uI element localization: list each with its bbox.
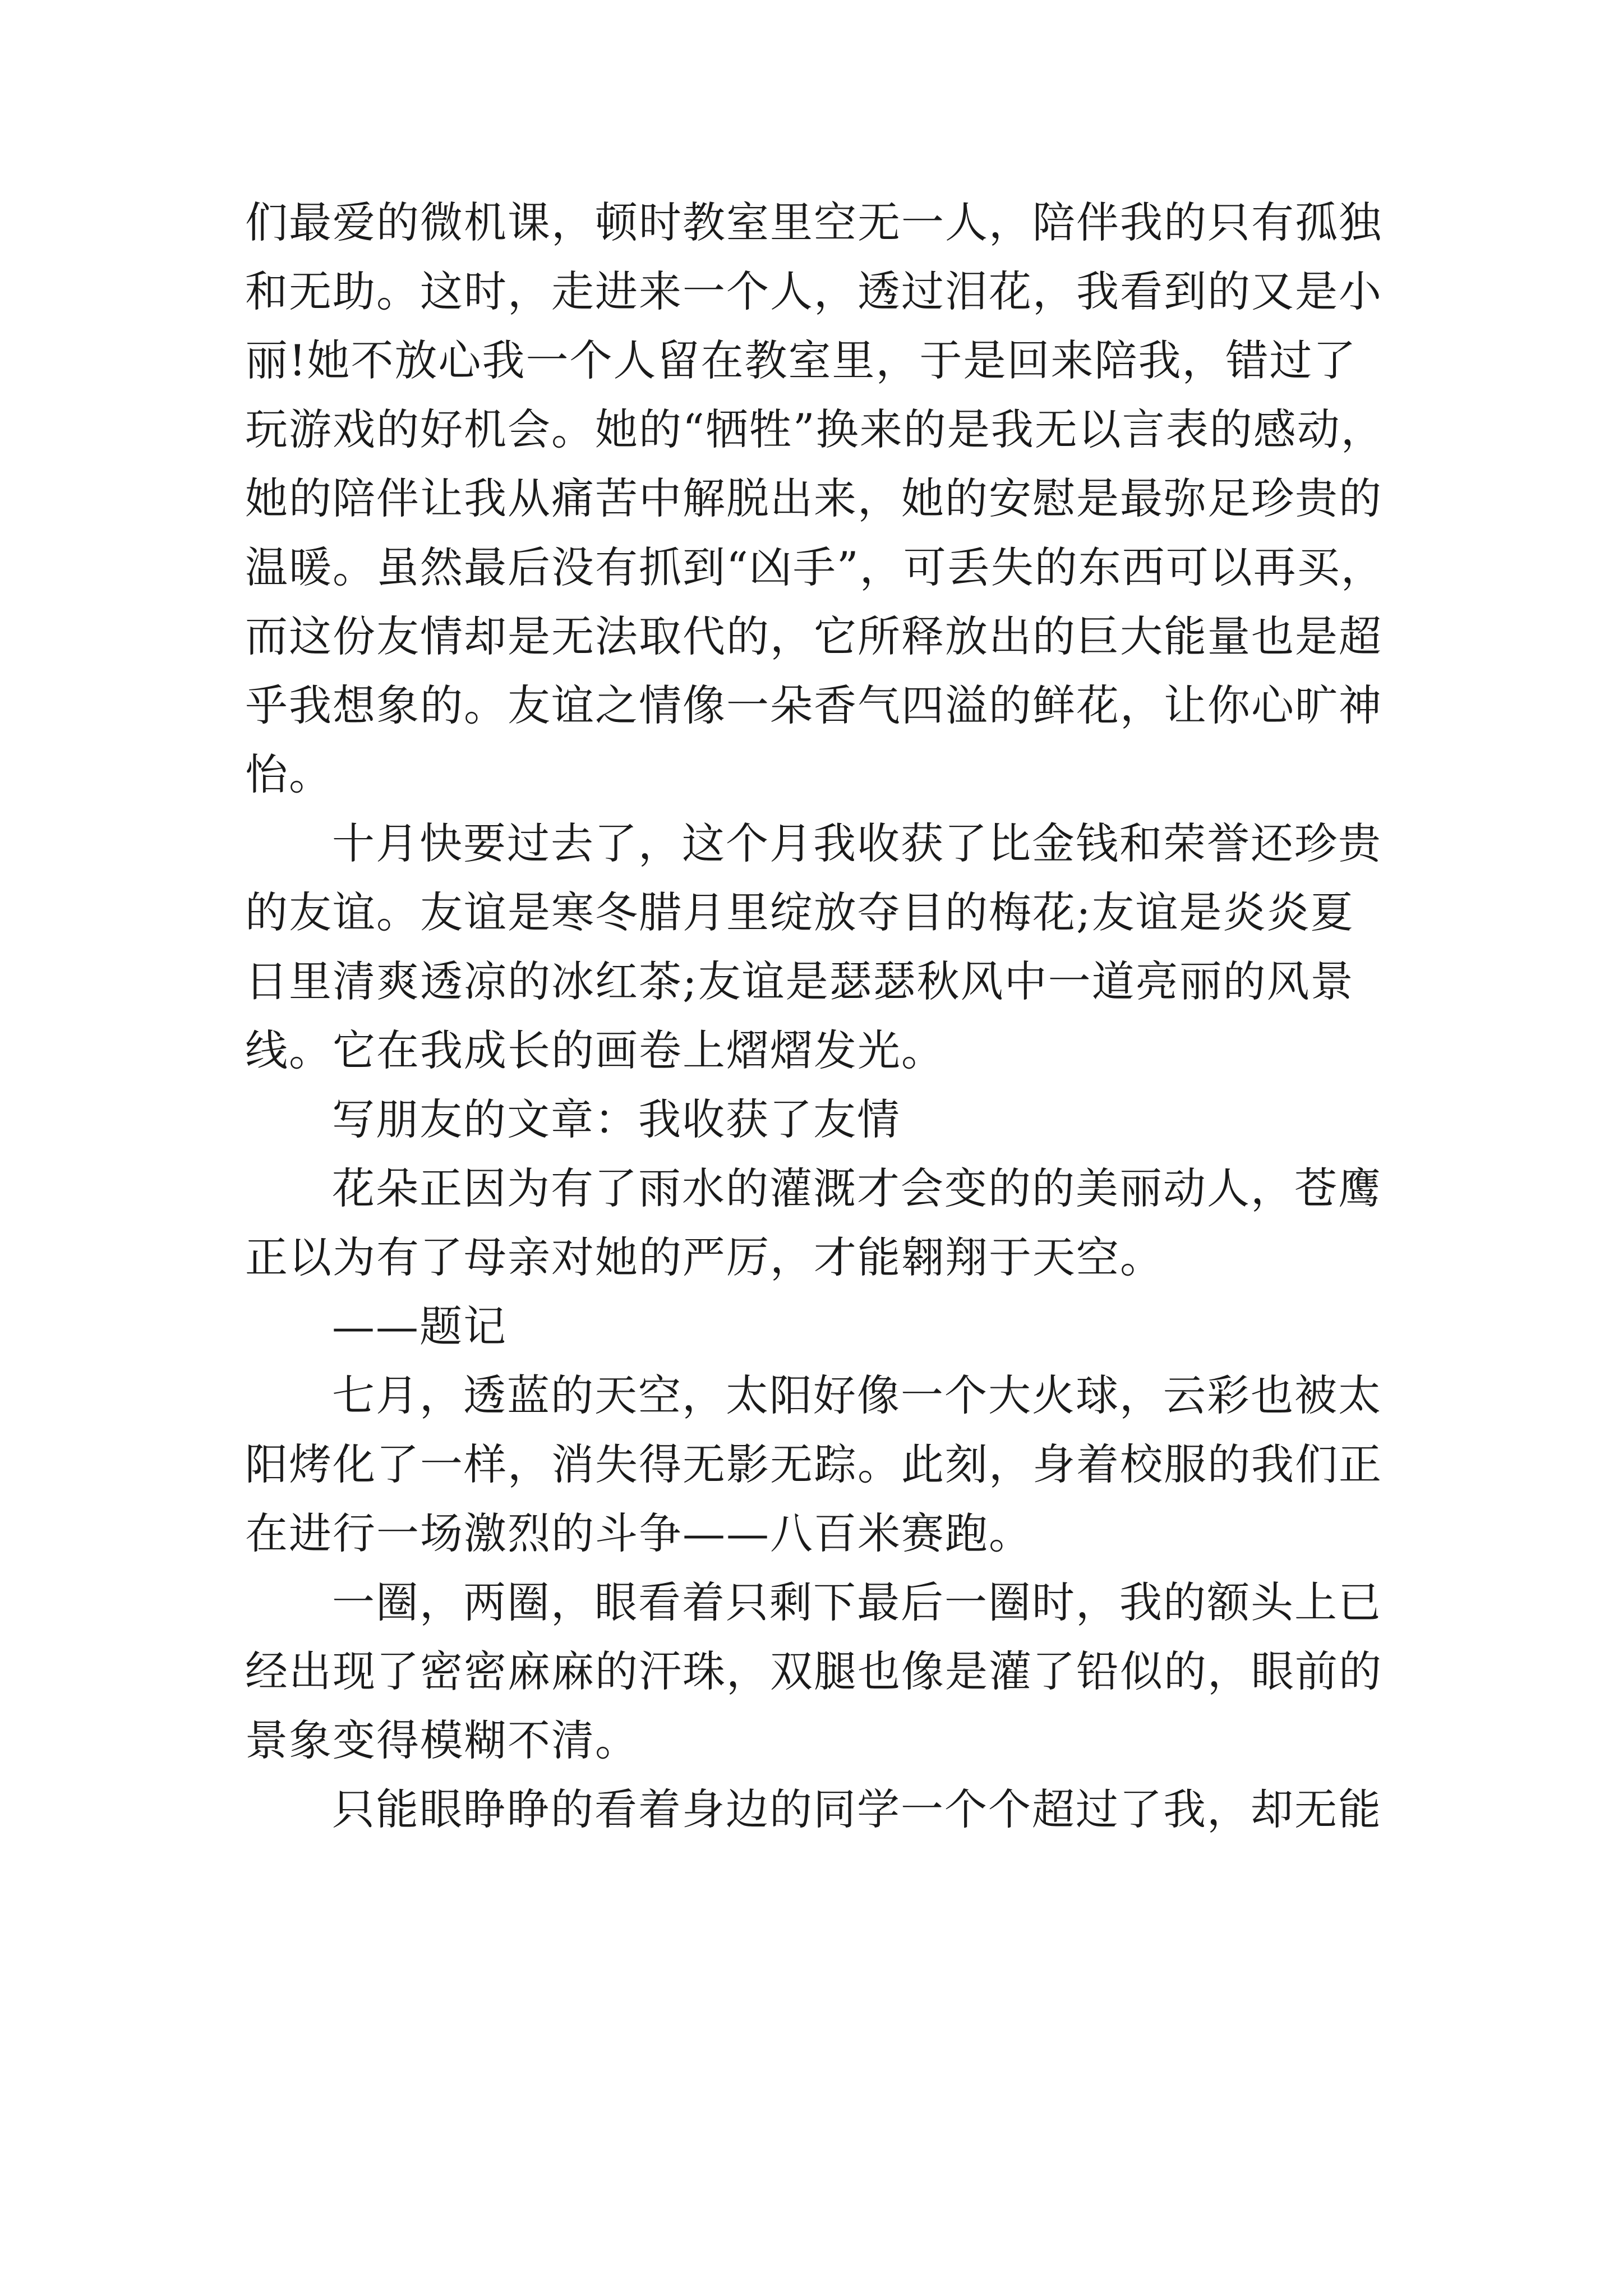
text-line: 在进行一场激烈的斗争——八百米赛跑。 <box>245 1508 1032 1558</box>
text-line: 景象变得模糊不清。 <box>245 1715 639 1765</box>
text-line: 正以为有了母亲对她的严厉，才能翱翔于天空。 <box>245 1232 1164 1282</box>
text-line: 只能眼睁睁的看着身边的同学一个个超过了我，却无能 <box>332 1784 1382 1834</box>
text-line: 经出现了密密麻麻的汗珠，双腿也像是灌了铅似的，眼前的 <box>245 1646 1382 1696</box>
text-line: 日里清爽透凉的冰红茶;友谊是瑟瑟秋风中一道亮丽的风景 <box>245 956 1354 1006</box>
article-title: 写朋友的文章：我收获了友情 <box>332 1094 901 1144</box>
text-line: 而这份友情却是无法取代的，它所释放出的巨大能量也是超 <box>245 611 1382 661</box>
text-line: 一圈，两圈，眼看着只剩下最后一圈时，我的额头上已 <box>332 1577 1382 1627</box>
text-line: 温暖。虽然最后没有抓到“凶手”，可丢失的东西可以再买， <box>245 542 1385 592</box>
text-line: 的友谊。友谊是寒冬腊月里绽放夺目的梅花;友谊是炎炎夏 <box>245 887 1354 937</box>
text-line: 七月，透蓝的天空，太阳好像一个大火球，云彩也被太 <box>332 1370 1382 1420</box>
text-line: 玩游戏的好机会。她的“牺牲”换来的是我无以言表的感动， <box>245 404 1385 454</box>
text-line: 丽!她不放心我一个人留在教室里，于是回来陪我，错过了 <box>245 335 1357 385</box>
text-line: 线。它在我成长的画卷上熠熠发光。 <box>245 1025 945 1075</box>
text-line: 阳烤化了一样，消失得无影无踪。此刻，身着校服的我们正 <box>245 1439 1382 1489</box>
text-line: 她的陪伴让我从痛苦中解脱出来，她的安慰是最弥足珍贵的 <box>245 473 1382 523</box>
epigraph-attribution: ——题记 <box>332 1301 507 1351</box>
text-line: 和无助。这时，走进来一个人，透过泪花，我看到的又是小 <box>245 266 1382 316</box>
body-text <box>245 188 1384 1844</box>
text-line: 花朵正因为有了雨水的灌溉才会变的的美丽动人，苍鹰 <box>332 1163 1382 1213</box>
text-line: 怡。 <box>245 749 333 799</box>
text-line: 们最爱的微机课，顿时教室里空无一人，陪伴我的只有孤独 <box>245 197 1382 247</box>
text-line: 乎我想象的。友谊之情像一朵香气四溢的鲜花，让你心旷神 <box>245 680 1382 730</box>
text-line: 十月快要过去了，这个月我收获了比金钱和荣誉还珍贵 <box>332 818 1382 868</box>
